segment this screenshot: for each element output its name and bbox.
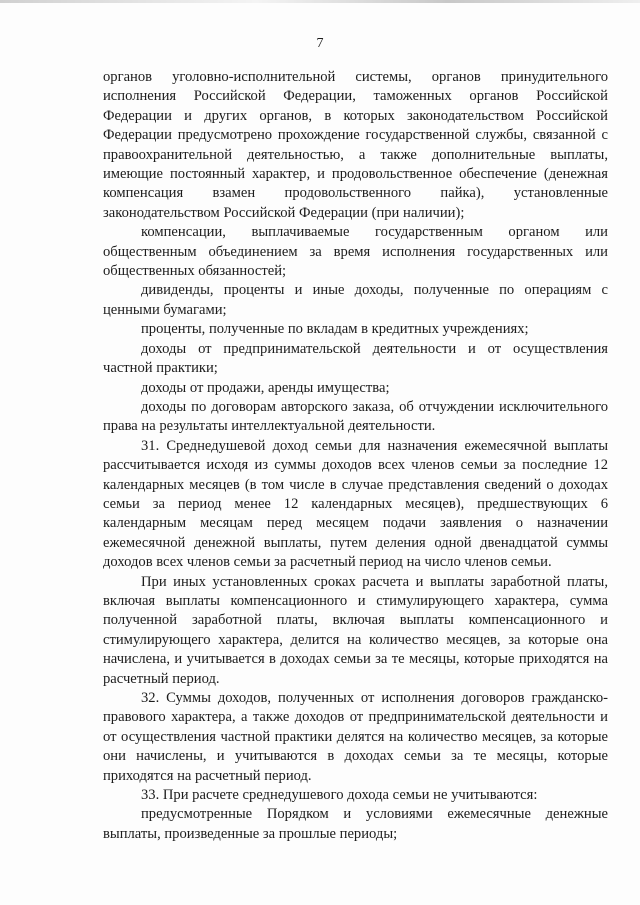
document-body: [103, 68, 608, 844]
paragraph: проценты, полученные по вкладам в кредитных учреждениях;: [141, 321, 529, 338]
scan-top-edge: [0, 0, 640, 3]
paragraph: предусмотренные Порядком и условиями ежемесячные денежные выплаты, произведенные за прошлые периоды;: [103, 806, 608, 842]
paragraph: дивиденды, проценты и иные доходы, полученные по операциям с ценными бумагами;: [103, 282, 608, 318]
paragraph: При иных установленных сроках расчета и выплаты заработной платы, включая выплаты компенсационного и стимулирующего характера, сумма полученной заработной платы, включая выплаты компенсационного и стимулирующего характера, делится на количество месяцев, за которые она начислена, и учитывается в доходах семьи за те месяцы, которые приходятся на расчетный период.: [103, 573, 608, 687]
paragraph: 31. Среднедушевой доход семьи для назначения ежемесячной выплаты рассчитывается исходя из суммы доходов всех членов семьи за последние 12 календарных месяцев (в том числе в случае представления сведений о доходах семьи за период менее 12 календарных месяцев), предшествующих 6 календарным месяцам перед месяцем подачи заявления о назначении ежемесячной денежной выплаты, путем деления одной двенадцатой суммы доходов всех членов семьи за расчетный период на число членов семьи.: [103, 437, 608, 571]
paragraph: доходы от предпринимательской деятельности и от осуществления частной практики;: [103, 340, 608, 377]
paragraph: 33. При расчете среднедушевого дохода семьи не учитываются:: [141, 787, 538, 804]
paragraph: компенсации, выплачиваемые государственным органом или общественным объединением за время исполнения государственных или общественных обязанностей;: [103, 224, 608, 280]
paragraph: органов уголовно-исполнительной системы, органов принудительного исполнения Российской Федерации, таможенных органов Российской Федерации и других органов, в которых законодательством Российской Федерации предусмотрено прохождение государственной службы, связанной с правоохранительной деятельностью, а также дополнительные выплаты, имеющие постоянный характер, и продовольственное обеспечение (денежная компенсация взамен продовольственного пайка), установленные законодательством Российской Федерации (при наличии);: [103, 69, 608, 221]
paragraph: 32. Суммы доходов, полученных от исполнения договоров гражданско-правового характера, а также доходов от предпринимательской деятельности и от осуществления частной практики делятся на количество месяцев, за которые они начислены, и учитываются в доходах семьи за те месяцы, которые приходятся на расчетный период.: [103, 690, 608, 784]
paragraph: доходы от продажи, аренды имущества;: [141, 379, 390, 396]
paragraph: доходы по договорам авторского заказа, об отчуждении исключительного права на результаты интеллектуальной деятельности.: [103, 398, 608, 435]
page-number: 7: [316, 36, 324, 51]
